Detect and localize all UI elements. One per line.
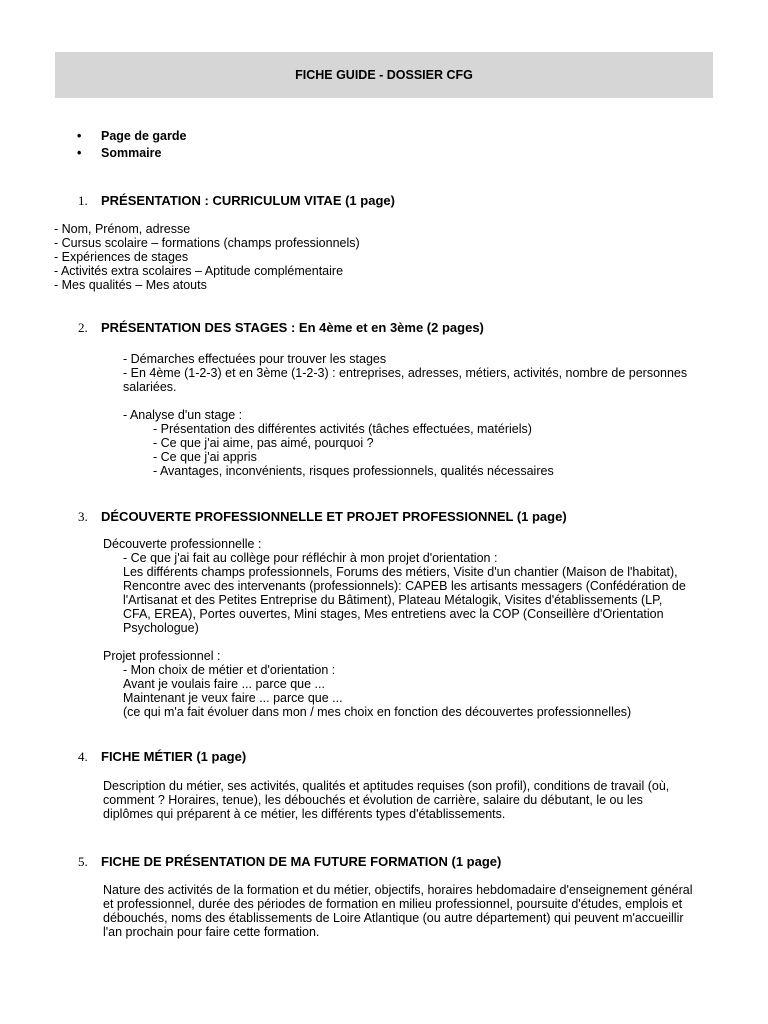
bullet-item bbox=[77, 128, 186, 145]
bullet-icon: • bbox=[77, 129, 82, 143]
body-line: l'an prochain pour faire cette formation. bbox=[103, 925, 320, 939]
bullet-label: Page de garde bbox=[101, 129, 187, 143]
section-number: 1. bbox=[78, 193, 88, 208]
body-line: comment ? Horaires, tenue), les débouchés et évolution de carrière, salaire du débutant, le ou les bbox=[103, 793, 643, 807]
body-line: - Avantages, inconvénients, risques professionnels, qualités nécessaires bbox=[153, 464, 554, 478]
body-line: Rencontre avec des intervenants (professionnels): CAPEB les artisants messagers (Confédération de bbox=[123, 579, 686, 593]
body-line: - Nom, Prénom, adresse bbox=[54, 222, 191, 236]
body-line: - Démarches effectuées pour trouver les stages bbox=[123, 352, 387, 366]
body-line: et professionnel, durée des périodes de formation en milieu professionnel, poursuite d'études, emplois et bbox=[103, 897, 683, 911]
body-line: Nature des activités de la formation et du métier, objectifs, horaires hebdomadaire d'enseignement général bbox=[103, 883, 693, 897]
body-line: - Expériences de stages bbox=[54, 250, 189, 264]
body-line: Psychologue) bbox=[123, 621, 199, 635]
body-line: Avant je voulais faire ... parce que ... bbox=[123, 677, 325, 691]
section-5-body bbox=[103, 883, 693, 939]
body-line: diplômes qui préparent à ce métier, les différents types d'établissements. bbox=[103, 807, 506, 821]
body-line: Projet professionnel : bbox=[103, 649, 221, 663]
body-line: - Ce que j'ai aime, pas aimé, pourquoi ? bbox=[153, 436, 374, 450]
section-1-body bbox=[54, 222, 360, 292]
section-title: DÉCOUVERTE PROFESSIONNELLE ET PROJET PROFESSIONNEL (1 page) bbox=[101, 509, 567, 524]
blank-line bbox=[103, 635, 686, 649]
bullet-label: Sommaire bbox=[101, 146, 162, 160]
section-title: FICHE MÉTIER (1 page) bbox=[101, 749, 247, 764]
body-line: CFA, EREA), Portes ouvertes, Mini stages, Mes entretiens avec la COP (Conseillère d'Orientation bbox=[123, 607, 664, 621]
bullet-icon: • bbox=[77, 146, 82, 160]
body-line: Découverte professionnelle : bbox=[103, 537, 262, 551]
section-2-heading bbox=[78, 319, 484, 336]
section-title: PRÉSENTATION : CURRICULUM VITAE (1 page) bbox=[101, 193, 395, 208]
body-line: - Présentation des différentes activités (tâches effectuées, matériels) bbox=[153, 422, 532, 436]
section-4-heading bbox=[78, 748, 246, 765]
body-line: - Activités extra scolaires – Aptitude complémentaire bbox=[54, 264, 344, 278]
body-line: - Mon choix de métier et d'orientation : bbox=[123, 663, 336, 677]
body-line: - Cursus scolaire – formations (champs professionnels) bbox=[54, 236, 360, 250]
body-line: Description du métier, ses activités, qualités et aptitudes requises (son profil), conditions de travail (où, bbox=[103, 779, 670, 793]
cover-bullet-list bbox=[77, 128, 186, 162]
body-line: Les différents champs professionnels, Forums des métiers, Visite d'un chantier (Maison de l'habitat), bbox=[123, 565, 678, 579]
blank-line bbox=[123, 394, 687, 408]
body-line: débouchés, noms des établissements de Loire Atlantique (ou autre département) qui peuvent m'accueillir bbox=[103, 911, 684, 925]
section-number: 4. bbox=[78, 749, 88, 764]
title-bar bbox=[55, 52, 713, 98]
body-line: l'Artisanat et des Petites Entreprise du Bâtiment), Plateau Métalogik, Visites d'établissements (LP, bbox=[123, 593, 663, 607]
section-title: FICHE DE PRÉSENTATION DE MA FUTURE FORMATION (1 page) bbox=[101, 854, 502, 869]
section-4-body bbox=[103, 779, 669, 821]
section-3-body bbox=[103, 537, 686, 719]
section-3-heading bbox=[78, 508, 567, 525]
section-1-heading bbox=[78, 192, 395, 209]
body-line: Maintenant je veux faire ... parce que ... bbox=[123, 691, 343, 705]
section-number: 2. bbox=[78, 320, 88, 335]
section-5-heading bbox=[78, 853, 501, 870]
document-title: FICHE GUIDE - DOSSIER CFG bbox=[295, 68, 473, 82]
body-line: - Ce que j'ai appris bbox=[153, 450, 257, 464]
bullet-item bbox=[77, 145, 186, 162]
section-number: 3. bbox=[78, 509, 88, 524]
body-line: (ce qui m'a fait évoluer dans mon / mes choix en fonction des découvertes professionnelles) bbox=[123, 705, 632, 719]
section-2-body bbox=[123, 352, 687, 478]
body-line: - Ce que j'ai fait au collège pour réfléchir à mon projet d'orientation : bbox=[123, 551, 498, 565]
body-line: - En 4ème (1-2-3) et en 3ème (1-2-3) : entreprises, adresses, métiers, activités, nombre de personnes bbox=[123, 366, 688, 380]
section-title: PRÉSENTATION DES STAGES : En 4ème et en 3ème (2 pages) bbox=[101, 320, 484, 335]
body-line: - Mes qualités – Mes atouts bbox=[54, 278, 207, 292]
body-line: salariées. bbox=[123, 380, 177, 394]
section-number: 5. bbox=[78, 854, 88, 869]
body-line: - Analyse d'un stage : bbox=[123, 408, 243, 422]
